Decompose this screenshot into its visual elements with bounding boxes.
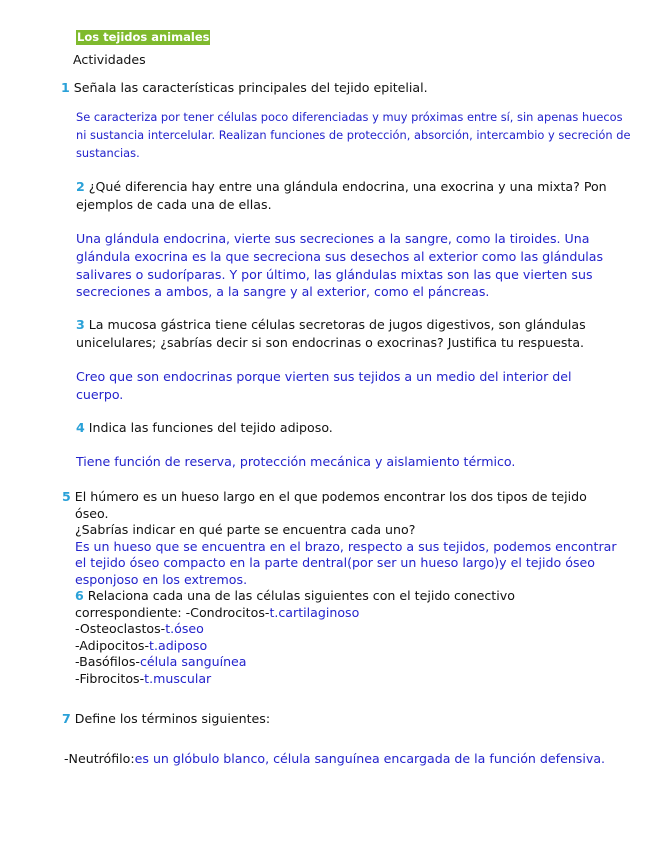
question-text: ¿Sabrías indicar en qué parte se encuentra cada uno? bbox=[75, 522, 416, 538]
question-text: La mucosa gástrica tiene células secretoras de jugos digestivos, son glándulas bbox=[88, 317, 586, 332]
cell-name: -Adipocitos- bbox=[75, 637, 150, 653]
term-label: -Neutrófilo: bbox=[64, 751, 135, 766]
question-text: unicelulares; ¿sabrías decir si son endocrinas o exocrinas? Justifica tu respuesta. bbox=[76, 334, 585, 350]
answer-line: Se caracteriza por tener células poco diferenciadas y muy próximas entre sí, sin apenas huecos bbox=[76, 110, 623, 124]
question-number: 7 bbox=[62, 711, 71, 726]
answer-tissue: t.adiposo bbox=[149, 637, 208, 653]
question-7 bbox=[62, 711, 270, 726]
question-text: ¿Qué diferencia hay entre una glándula endocrina, una exocrina y una mixta? Pon bbox=[88, 179, 607, 194]
answer-2 bbox=[76, 230, 603, 301]
answer-1 bbox=[76, 108, 631, 162]
answer-line: Una glándula endocrina, vierte sus secreciones a la sangre, como la tiroides. Una bbox=[76, 231, 590, 246]
page-title: Los tejidos animales bbox=[77, 30, 210, 44]
answer-line: el tejido óseo compacto en la parte dentral(por ser un hueso largo)y el tejido óseo bbox=[75, 555, 595, 571]
answer-line: cuerpo. bbox=[76, 386, 124, 402]
activities-heading: Actividades bbox=[73, 52, 146, 67]
question-5 bbox=[62, 489, 617, 589]
question-1 bbox=[61, 80, 428, 95]
question-text: Define los términos siguientes: bbox=[74, 711, 271, 726]
answer-line: sustancias. bbox=[76, 146, 140, 160]
question-6 bbox=[75, 588, 515, 688]
question-number: 4 bbox=[76, 420, 85, 435]
question-number: 1 bbox=[61, 80, 70, 95]
question-text: Relaciona cada una de las células siguientes con el tejido conectivo bbox=[87, 588, 515, 603]
question-4 bbox=[76, 420, 333, 435]
cell-name: -Basófilos- bbox=[75, 654, 140, 670]
term-definition bbox=[64, 751, 605, 766]
answer-tissue: t.muscular bbox=[144, 670, 212, 686]
question-number: 2 bbox=[76, 179, 85, 194]
answer-tissue: t.óseo bbox=[165, 621, 204, 637]
question-text: Indica las funciones del tejido adiposo. bbox=[88, 420, 333, 435]
answer-tissue: t.cartilaginoso bbox=[269, 604, 360, 620]
answer-line: salivares o sudoríparas. Y por último, las glándulas mixtas son las que vierten sus bbox=[76, 266, 593, 282]
question-number: 3 bbox=[76, 317, 85, 332]
answer-4: Tiene función de reserva, protección mecánica y aislamiento térmico. bbox=[76, 454, 516, 469]
term-answer: es un glóbulo blanco, célula sanguínea encargada de la función defensiva. bbox=[134, 751, 606, 766]
question-2 bbox=[76, 178, 607, 214]
answer-line: ni sustancia intercelular. Realizan funciones de protección, absorción, intercambio y secreción de bbox=[76, 128, 631, 142]
question-number: 5 bbox=[62, 489, 71, 504]
cell-name: -Osteoclastos- bbox=[75, 621, 166, 637]
question-text: Señala las características principales del tejido epitelial. bbox=[73, 80, 428, 95]
answer-line: glándula exocrina es la que secreciona sus desechos al exterior como las glándulas bbox=[76, 248, 604, 264]
question-3 bbox=[76, 316, 586, 352]
answer-tissue: célula sanguínea bbox=[139, 654, 247, 670]
answer-line: Creo que son endocrinas porque vierten sus tejidos a un medio del interior del bbox=[76, 369, 572, 384]
question-text: óseo. bbox=[75, 505, 109, 521]
question-number: 6 bbox=[75, 588, 84, 603]
answer-3 bbox=[76, 368, 572, 404]
question-text: correspondiente: -Condrocitos- bbox=[75, 604, 270, 620]
cell-name: -Fibrocitos- bbox=[75, 670, 145, 686]
question-text: El húmero es un hueso largo en el que podemos encontrar los dos tipos de tejido bbox=[74, 489, 587, 504]
answer-line: esponjoso en los extremos. bbox=[75, 571, 248, 587]
question-text: ejemplos de cada una de ellas. bbox=[76, 196, 272, 212]
answer-line: secreciones a ambos, a la sangre y al exterior, como el páncreas. bbox=[76, 284, 490, 300]
answer-line: Es un hueso que se encuentra en el brazo, respecto a sus tejidos, podemos encontrar bbox=[75, 538, 617, 554]
